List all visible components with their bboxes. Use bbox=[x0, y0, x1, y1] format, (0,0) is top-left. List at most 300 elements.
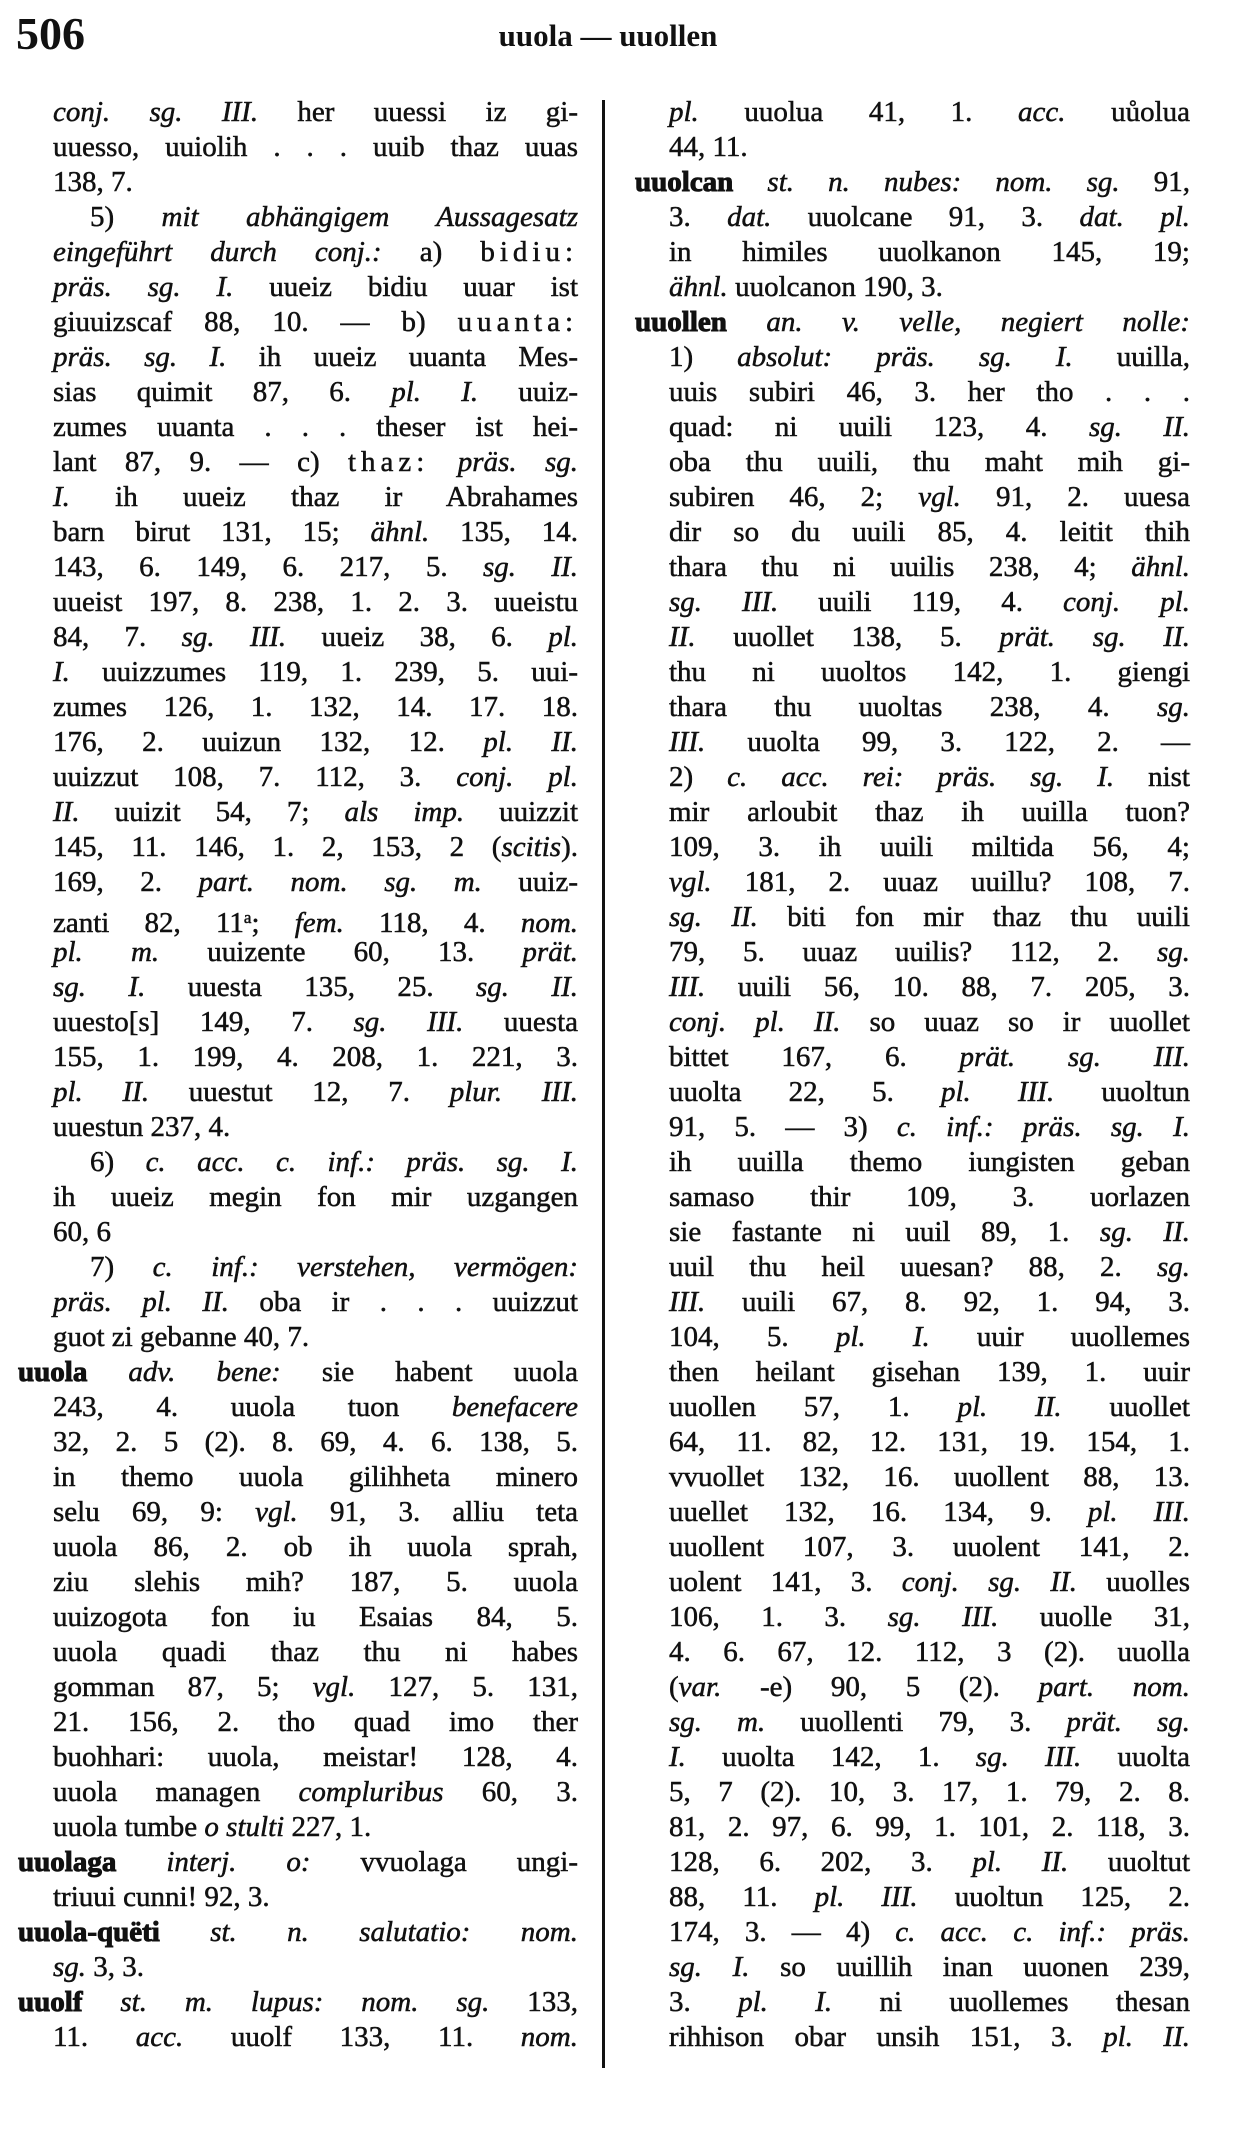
italic-text: sg. m. bbox=[669, 1706, 766, 1738]
text-segment: thara thu ni uuilis 238, 4; bbox=[669, 551, 1132, 583]
text-segment: 44, 11. bbox=[669, 131, 748, 163]
text-segment: 2) bbox=[669, 761, 728, 793]
text-line bbox=[0, 1600, 578, 1635]
italic-text: sg. II. bbox=[482, 551, 578, 583]
text-segment: lant 87, 9. — c) bbox=[53, 446, 348, 478]
text-segment: uuollent 107, 3. uuolent 141, 2. bbox=[669, 1531, 1190, 1563]
text-segment: 176, 2. uuizun 132, 12. bbox=[53, 726, 484, 758]
text-segment: vvuolaga ungi- bbox=[310, 1846, 578, 1878]
text-line bbox=[604, 2020, 1190, 2055]
text-line bbox=[604, 1740, 1190, 1775]
italic-text: st. m. lupus: nom. sg. bbox=[120, 1986, 490, 2018]
text-segment bbox=[727, 306, 766, 338]
italic-text: o stulti bbox=[204, 1811, 285, 1843]
text-segment: uuestun 237, 4. bbox=[53, 1111, 231, 1143]
text-line bbox=[604, 1775, 1190, 1810]
text-segment: so uuillih inan uuonen 239, bbox=[749, 1951, 1190, 1983]
text-segment: 3. bbox=[669, 1986, 739, 2018]
text-segment: thu ni uuoltos 142, 1. giengi bbox=[669, 656, 1190, 688]
text-segment: vvuollet 132, 16. uuollent 88, 13. bbox=[669, 1461, 1190, 1493]
text-line bbox=[0, 235, 578, 270]
headword: uuolf bbox=[18, 1986, 83, 2018]
italic-text: c. inf.: verstehen, vermögen: bbox=[152, 1251, 578, 1283]
italic-text: ähnl. bbox=[669, 271, 728, 303]
italic-text: c. acc. rei: präs. sg. I. bbox=[727, 761, 1115, 793]
text-segment: a bbox=[243, 908, 252, 927]
italic-text: I. bbox=[669, 1741, 686, 1773]
text-segment bbox=[87, 1356, 128, 1388]
text-segment: uuili 56, 10. 88, 7. 205, 3. bbox=[705, 971, 1190, 1003]
text-line bbox=[0, 1460, 578, 1495]
text-segment: then heilant gisehan 139, 1. uuir bbox=[669, 1356, 1190, 1388]
italic-text: pl. m. bbox=[53, 936, 160, 968]
text-segment: 3. bbox=[669, 201, 728, 233]
text-segment bbox=[429, 446, 457, 478]
text-segment: in himiles uuolkanon 145, 19; bbox=[669, 236, 1190, 268]
text-segment: uuoltun 125, 2. bbox=[917, 1881, 1190, 1913]
italic-text: acc. bbox=[1018, 96, 1066, 128]
text-line bbox=[0, 725, 578, 760]
text-segment: 64, 11. 82, 12. 131, 19. 154, 1. bbox=[669, 1426, 1190, 1458]
text-line bbox=[604, 900, 1190, 935]
text-line bbox=[0, 830, 578, 865]
text-segment: ( bbox=[669, 1671, 679, 1703]
text-segment: 91, 2. uuesa bbox=[960, 481, 1190, 513]
italic-text: var. bbox=[678, 1671, 722, 1703]
italic-text: prät. sg. II. bbox=[999, 621, 1190, 653]
text-segment: 155, 1. 199, 4. 208, 1. 221, 3. bbox=[53, 1041, 578, 1073]
italic-text: nom. bbox=[520, 907, 579, 939]
text-line bbox=[604, 935, 1190, 970]
text-segment: oba ir . . . uuizzut bbox=[228, 1286, 578, 1318]
italic-text: part. nom. bbox=[1038, 1671, 1190, 1703]
text-line bbox=[604, 1180, 1190, 1215]
text-segment: uuolua 41, 1. bbox=[698, 96, 1018, 128]
text-segment: thaz: bbox=[348, 446, 430, 478]
text-line bbox=[0, 1215, 578, 1250]
text-segment: ih uueiz thaz ir Abrahames bbox=[69, 481, 578, 513]
text-line bbox=[604, 1390, 1190, 1425]
italic-text: conj. sg. III. bbox=[53, 96, 259, 128]
italic-text: III. bbox=[669, 726, 706, 758]
text-line bbox=[604, 1915, 1190, 1950]
text-segment: uuolta 22, 5. bbox=[669, 1076, 941, 1108]
text-segment: 5, 7 (2). 10, 3. 17, 1. 79, 2. 8. bbox=[669, 1776, 1190, 1808]
text-line bbox=[0, 1495, 578, 1530]
text-segment: uuolta bbox=[1081, 1741, 1190, 1773]
italic-text: sg. III. bbox=[975, 1741, 1082, 1773]
italic-text: sg. I. bbox=[53, 971, 146, 1003]
text-line bbox=[604, 95, 1190, 130]
italic-text: pl. I. bbox=[738, 1986, 833, 2018]
text-segment: uuizzit bbox=[464, 796, 579, 828]
text-segment: oba thu uuili, thu maht mih gi- bbox=[669, 446, 1190, 478]
headword: uuola bbox=[18, 1356, 88, 1388]
text-segment: uuolta 142, 1. bbox=[685, 1741, 976, 1773]
text-line bbox=[0, 1040, 578, 1075]
text-segment: uuolcanon 190, 3. bbox=[727, 271, 943, 303]
text-line bbox=[604, 1950, 1190, 1985]
text-segment: uuolta 99, 3. 122, 2. — bbox=[705, 726, 1190, 758]
text-line bbox=[0, 1705, 578, 1740]
text-line bbox=[0, 515, 578, 550]
text-line bbox=[604, 1530, 1190, 1565]
text-segment: uueiz bidiu uuar ist bbox=[233, 271, 579, 303]
italic-text: sg. I. bbox=[669, 1951, 750, 1983]
text-line bbox=[604, 1040, 1190, 1075]
italic-text: sg. bbox=[1156, 1251, 1190, 1283]
italic-text: vgl. bbox=[918, 481, 961, 513]
headword: uuolcan bbox=[635, 166, 734, 198]
text-line bbox=[0, 1005, 578, 1040]
text-segment: uůolua bbox=[1065, 96, 1190, 128]
text-segment: -e) 90, 5 (2). bbox=[721, 1671, 1039, 1703]
text-segment: gomman 87, 5; bbox=[53, 1671, 313, 1703]
text-segment: uuollenti 79, 3. bbox=[765, 1706, 1067, 1738]
italic-text: I. bbox=[53, 481, 70, 513]
text-segment: guot zi gebanne 40, 7. bbox=[53, 1321, 310, 1353]
text-segment: 109, 3. ih uuili miltida 56, 4; bbox=[669, 831, 1190, 863]
text-line bbox=[604, 1005, 1190, 1040]
text-line bbox=[604, 1285, 1190, 1320]
text-segment: uuizzumes 119, 1. 239, 5. uui- bbox=[69, 656, 578, 688]
italic-text: sg. III. bbox=[181, 621, 287, 653]
text-segment: buohhari: uuola, meistar! 128, 4. bbox=[53, 1741, 578, 1773]
text-line bbox=[0, 1145, 578, 1180]
text-line bbox=[604, 760, 1190, 795]
text-line bbox=[604, 550, 1190, 585]
text-segment: uuolles bbox=[1076, 1566, 1190, 1598]
text-segment: barn birut 131, 15; bbox=[53, 516, 371, 548]
text-line bbox=[0, 305, 578, 340]
italic-text: vgl. bbox=[255, 1496, 298, 1528]
italic-text: sg. III. bbox=[887, 1601, 999, 1633]
text-segment: her uuessi iz gi- bbox=[258, 96, 579, 128]
text-segment: rihhison obar unsih 151, 3. bbox=[669, 2021, 1104, 2053]
text-line bbox=[604, 1495, 1190, 1530]
text-line bbox=[0, 1180, 578, 1215]
text-line bbox=[604, 1565, 1190, 1600]
italic-text: c. inf.: präs. sg. I. bbox=[896, 1111, 1190, 1143]
italic-text: nom. bbox=[520, 2021, 578, 2053]
italic-text: präs. sg. I. bbox=[53, 341, 227, 373]
text-line bbox=[0, 480, 578, 515]
italic-text: vgl. bbox=[669, 866, 712, 898]
italic-text: compluribus bbox=[298, 1776, 444, 1808]
text-segment bbox=[733, 166, 767, 198]
italic-text: sg. bbox=[1156, 936, 1190, 968]
text-line bbox=[0, 95, 578, 130]
text-line bbox=[604, 1145, 1190, 1180]
text-line bbox=[0, 1670, 578, 1705]
italic-text: scitis bbox=[501, 831, 562, 863]
italic-text: präs. pl. II. bbox=[53, 1286, 229, 1318]
text-segment: 60, 6 bbox=[53, 1216, 111, 1248]
text-segment: uuolle 31, bbox=[998, 1601, 1190, 1633]
text-line bbox=[0, 375, 578, 410]
italic-text: st. n. nubes: nom. sg. bbox=[767, 166, 1120, 198]
text-segment bbox=[160, 1916, 210, 1948]
text-segment: 128, 6. 202, 3. bbox=[669, 1846, 973, 1878]
text-line bbox=[0, 445, 578, 480]
text-line bbox=[0, 865, 578, 900]
text-segment: sie fastante ni uuil 89, 1. bbox=[669, 1216, 1100, 1248]
italic-text: pl. I. bbox=[835, 1321, 930, 1353]
text-line bbox=[0, 550, 578, 585]
italic-text: als imp. bbox=[344, 796, 465, 828]
entry-headline bbox=[0, 1915, 578, 1950]
text-segment: 104, 5. bbox=[669, 1321, 836, 1353]
text-segment: ). bbox=[561, 831, 578, 863]
text-line bbox=[604, 445, 1190, 480]
text-line bbox=[0, 270, 578, 305]
headword: uuollen bbox=[635, 306, 727, 338]
text-segment: ih uuilla themo iungisten geban bbox=[669, 1146, 1190, 1178]
text-segment: uuizente 60, 13. bbox=[159, 936, 523, 968]
text-segment: 88, 11. bbox=[669, 1881, 815, 1913]
text-line bbox=[0, 200, 578, 235]
italic-text: st. n. salutatio: nom. bbox=[210, 1916, 578, 1948]
text-line bbox=[604, 1985, 1190, 2020]
text-line bbox=[0, 1320, 578, 1355]
text-segment: 118, 4. bbox=[343, 907, 521, 939]
entry-headline bbox=[604, 305, 1190, 340]
text-line bbox=[604, 1880, 1190, 1915]
italic-text: conj. sg. II. bbox=[901, 1566, 1077, 1598]
text-segment: 11. bbox=[53, 2021, 136, 2053]
entry-headline bbox=[0, 1845, 578, 1880]
text-line bbox=[0, 1810, 578, 1845]
text-segment: uueiz 38, 6. bbox=[286, 621, 549, 653]
text-line bbox=[604, 515, 1190, 550]
text-line bbox=[604, 1600, 1190, 1635]
text-segment: biti fon mir thaz thu uuili bbox=[757, 901, 1190, 933]
italic-text: c. acc. c. inf.: präs. bbox=[895, 1916, 1190, 1948]
text-line bbox=[0, 1565, 578, 1600]
italic-text: prät. sg. III. bbox=[959, 1041, 1190, 1073]
text-line bbox=[0, 760, 578, 795]
text-segment: 3, 3. bbox=[86, 1951, 145, 1983]
text-line bbox=[0, 2020, 578, 2055]
text-line bbox=[0, 1250, 578, 1285]
italic-text: pl. II. bbox=[1103, 2021, 1190, 2053]
italic-text: benefacere bbox=[451, 1391, 578, 1423]
italic-text: prät. bbox=[522, 936, 579, 968]
italic-text: pl. I. bbox=[391, 376, 479, 408]
italic-text: I. bbox=[53, 656, 70, 688]
text-line bbox=[0, 900, 579, 939]
text-segment: 243, 4. uuola tuon bbox=[53, 1391, 452, 1423]
text-segment: mir arloubit thaz ih uuilla tuon? bbox=[669, 796, 1190, 828]
text-segment: 138, 7. bbox=[53, 166, 133, 198]
italic-text: interj. o: bbox=[166, 1846, 311, 1878]
text-segment: uuiz- bbox=[481, 866, 579, 898]
italic-text: acc. bbox=[135, 2021, 184, 2053]
text-segment: subiren 46, 2; bbox=[669, 481, 919, 513]
italic-text: sg. II. bbox=[1088, 411, 1190, 443]
text-line bbox=[0, 1285, 578, 1320]
text-segment: 81, 2. 97, 6. 99, 1. 101, 2. 118, 3. bbox=[669, 1811, 1190, 1843]
text-segment: 91, 5. — 3) bbox=[669, 1111, 897, 1143]
text-segment: uuoltut bbox=[1068, 1846, 1191, 1878]
text-segment: uuizogota fon iu Esaias 84, 5. bbox=[53, 1601, 578, 1633]
italic-text: conj. pl. bbox=[456, 761, 578, 793]
text-line bbox=[604, 340, 1190, 375]
text-segment: uuizit 54, 7; bbox=[79, 796, 345, 828]
text-line bbox=[604, 270, 1190, 305]
text-line bbox=[0, 970, 578, 1005]
italic-text: III. bbox=[669, 971, 706, 1003]
text-segment: 181, 2. uuaz uuillu? 108, 7. bbox=[711, 866, 1190, 898]
text-line bbox=[0, 585, 578, 620]
text-segment: uuollet 138, 5. bbox=[695, 621, 1000, 653]
text-segment: zumes 126, 1. 132, 14. 17. 18. bbox=[53, 691, 578, 723]
text-line bbox=[604, 480, 1190, 515]
text-segment: uuiz- bbox=[478, 376, 578, 408]
italic-text: pl. III. bbox=[941, 1076, 1055, 1108]
text-line bbox=[0, 1425, 578, 1460]
text-segment: in themo uuola gilihheta minero bbox=[53, 1461, 578, 1493]
text-line bbox=[0, 1880, 578, 1915]
text-segment: quad: ni uuili 123, 4. bbox=[669, 411, 1089, 443]
text-segment: uuesto[s] 149, 7. bbox=[53, 1006, 354, 1038]
italic-text: präs. sg. bbox=[457, 446, 579, 478]
italic-text: ähnl. bbox=[1131, 551, 1190, 583]
text-line bbox=[0, 690, 578, 725]
text-line bbox=[0, 1530, 578, 1565]
text-segment: 6) bbox=[90, 1146, 146, 1178]
text-segment: dir so du uuili 85, 4. leitit thih bbox=[669, 516, 1190, 548]
text-segment: uuis subiri 46, 3. her tho . . . bbox=[669, 376, 1190, 408]
text-line bbox=[604, 620, 1190, 655]
italic-text: präs. sg. I. bbox=[53, 271, 234, 303]
italic-text: mit abhängigem Aussagesatz bbox=[161, 201, 578, 233]
text-segment: 21. 156, 2. tho quad imo ther bbox=[53, 1706, 578, 1738]
text-line bbox=[604, 1845, 1190, 1880]
text-line bbox=[604, 1425, 1190, 1460]
text-segment: 227, 1. bbox=[284, 1811, 372, 1843]
text-line bbox=[0, 1950, 578, 1985]
text-segment: 84, 7. bbox=[53, 621, 182, 653]
text-segment: sias quimit 87, 6. bbox=[53, 376, 392, 408]
italic-text: pl. bbox=[548, 621, 578, 653]
text-line bbox=[604, 1075, 1190, 1110]
italic-text: conj. pl. bbox=[1062, 586, 1190, 618]
italic-text: sg. II. bbox=[476, 971, 578, 1003]
text-segment: uuola quadi thaz thu ni habes bbox=[53, 1636, 578, 1668]
text-line bbox=[604, 1250, 1190, 1285]
text-segment: uuanta: bbox=[457, 306, 578, 338]
italic-text: fem. bbox=[294, 907, 344, 939]
italic-text: dat. pl. bbox=[1079, 201, 1191, 233]
text-line bbox=[604, 970, 1190, 1005]
text-segment: uuesta 135, 25. bbox=[145, 971, 476, 1003]
text-segment: 7) bbox=[90, 1251, 153, 1283]
text-line bbox=[604, 725, 1190, 760]
text-segment: 135, 14. bbox=[429, 516, 579, 548]
text-segment: uuoltun bbox=[1054, 1076, 1190, 1108]
italic-text: absolut: präs. sg. I. bbox=[737, 341, 1073, 373]
text-line bbox=[0, 410, 578, 445]
italic-text: dat. bbox=[727, 201, 772, 233]
text-segment: 91, bbox=[1119, 166, 1191, 198]
text-segment bbox=[82, 1986, 120, 2018]
italic-text: pl. III. bbox=[814, 1881, 918, 1913]
italic-text: prät. sg. bbox=[1066, 1706, 1190, 1738]
italic-text: sg. III. bbox=[669, 586, 779, 618]
text-line bbox=[0, 1775, 578, 1810]
text-segment: 145, 11. 146, 1. 2, 153, 2 ( bbox=[53, 831, 502, 863]
italic-text: sg. III. bbox=[353, 1006, 464, 1038]
entry-headline bbox=[0, 1355, 578, 1390]
text-segment: 174, 3. — 4) bbox=[669, 1916, 896, 1948]
italic-text: adv. bene: bbox=[128, 1356, 281, 1388]
text-segment: uuesta bbox=[463, 1006, 578, 1038]
text-segment: giuuizscaf 88, 10. — b) bbox=[53, 306, 458, 338]
text-segment: zumes uuanta . . . theser ist hei- bbox=[53, 411, 578, 443]
right-column bbox=[604, 95, 1190, 2055]
headword: uuolaga bbox=[18, 1846, 117, 1878]
text-segment: selu 69, 9: bbox=[53, 1496, 256, 1528]
text-line bbox=[0, 1075, 578, 1110]
text-segment: uueist 197, 8. 238, 1. 2. 3. uueistu bbox=[53, 586, 578, 618]
text-line bbox=[604, 200, 1190, 235]
page-number: 506 bbox=[16, 8, 85, 59]
italic-text: pl. II. bbox=[957, 1391, 1062, 1423]
italic-text: pl. III. bbox=[1087, 1496, 1190, 1528]
italic-text: plur. III. bbox=[449, 1076, 578, 1108]
text-line bbox=[0, 340, 578, 375]
text-line bbox=[604, 130, 1190, 165]
text-segment: uuola managen bbox=[53, 1776, 299, 1808]
text-segment: 133, bbox=[489, 1986, 578, 2018]
italic-text: sg. bbox=[1156, 691, 1190, 723]
italic-text: part. nom. sg. m. bbox=[198, 866, 482, 898]
headword: uuola-quëti bbox=[18, 1916, 160, 1948]
italic-text: conj. pl. II. bbox=[669, 1006, 841, 1038]
text-segment: 91, 3. alliu teta bbox=[297, 1496, 578, 1528]
text-segment: bittet 167, 6. bbox=[669, 1041, 960, 1073]
text-segment: a) bbox=[381, 236, 481, 268]
text-segment: uuesso, uuiolih . . . uuib thaz uuas bbox=[53, 131, 578, 163]
entry-headline bbox=[0, 1985, 578, 2020]
text-line bbox=[604, 1215, 1190, 1250]
text-segment: triuui cunni! 92, 3. bbox=[53, 1881, 270, 1913]
text-segment: uuollen 57, 1. bbox=[669, 1391, 958, 1423]
italic-text: sg. II. bbox=[669, 901, 758, 933]
text-segment: 1) bbox=[669, 341, 738, 373]
text-line bbox=[604, 795, 1190, 830]
text-line bbox=[604, 865, 1190, 900]
italic-text: II. bbox=[53, 796, 80, 828]
text-line bbox=[0, 130, 578, 165]
italic-text: sg. II. bbox=[1099, 1216, 1190, 1248]
text-segment: 79, 5. uuaz uuilis? 112, 2. bbox=[669, 936, 1157, 968]
italic-text: ähnl. bbox=[370, 516, 430, 548]
italic-text: II. bbox=[669, 621, 696, 653]
text-segment: 143, 6. 149, 6. 217, 5. bbox=[53, 551, 483, 583]
text-segment: uuili 119, 4. bbox=[778, 586, 1063, 618]
italic-text: sg. bbox=[53, 1951, 87, 1983]
text-line bbox=[0, 935, 578, 970]
text-line bbox=[604, 1355, 1190, 1390]
text-line bbox=[0, 1740, 578, 1775]
text-segment: 106, 1. 3. bbox=[669, 1601, 888, 1633]
text-line bbox=[604, 375, 1190, 410]
text-segment: nist bbox=[1114, 761, 1190, 793]
italic-text: c. acc. c. inf.: präs. sg. I. bbox=[145, 1146, 578, 1178]
text-segment: 32, 2. 5 (2). 8. 69, 4. 6. 138, 5. bbox=[53, 1426, 578, 1458]
